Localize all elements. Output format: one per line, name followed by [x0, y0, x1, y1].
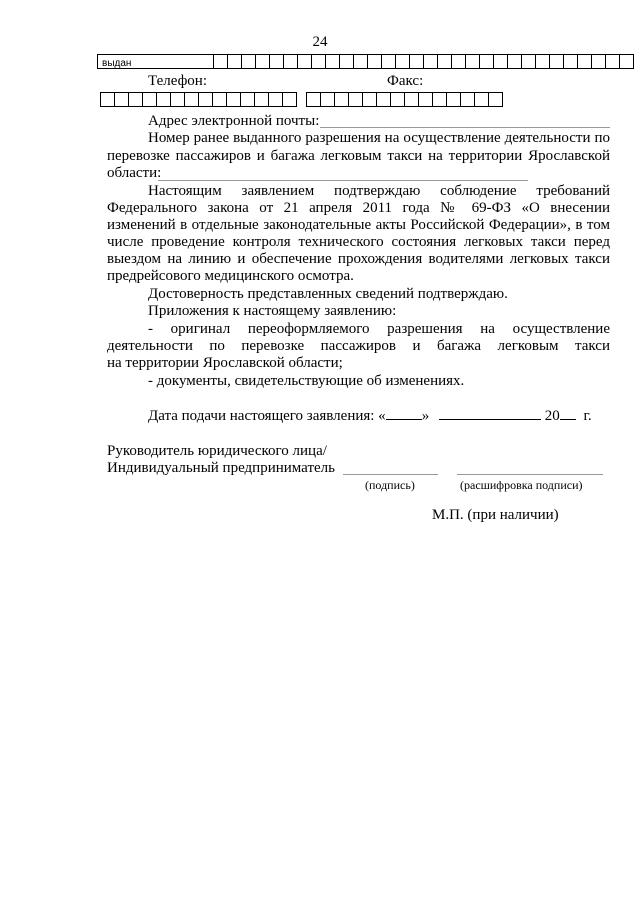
attachments-title: Приложения к настоящему заявлению: — [148, 303, 397, 319]
attachment2-line: - документы, свидетельствующие об изменениях. — [148, 373, 465, 389]
permit-para-line3: области: — [107, 165, 162, 181]
issued-cells[interactable] — [97, 54, 634, 69]
transcript-caption: (расшифровка подписи) — [460, 478, 583, 492]
attachment1-line1: - оригинал переоформляемого разрешения на осуществление — [148, 321, 610, 337]
submission-close-quote: » — [421, 408, 430, 424]
permit-number-input-line[interactable] — [158, 180, 528, 181]
page-number: 24 — [312, 34, 328, 50]
attachment1-line3: на территории Ярославской области; — [107, 355, 343, 371]
email-label: Адрес электронной почты: — [148, 113, 320, 129]
email-input-line[interactable] — [320, 127, 610, 128]
phone-cells[interactable] — [100, 92, 297, 107]
accuracy-line: Достоверность представленных сведений подтверждаю. — [148, 286, 508, 302]
permit-para-line1: Номер ранее выданного разрешения на осуществление деятельности по — [148, 130, 610, 146]
fax-cells[interactable] — [306, 92, 503, 107]
confirm-para-line3: изменений в отдельные законодательные акты Российской Федерации», в том — [107, 217, 610, 233]
submission-year-suffix: г. — [583, 408, 592, 424]
submission-date-row — [148, 408, 592, 424]
submission-year-input[interactable] — [560, 419, 576, 420]
confirm-para-line5: выездом на линию и обеспечение прохождения водителями легковых такси — [107, 251, 610, 267]
stamp-label: М.П. (при наличии) — [432, 507, 559, 523]
confirm-para-line1: Настоящим заявлением подтверждаю соблюдение требований — [148, 183, 610, 199]
permit-para-line2: перевозке пассажиров и багажа легковым такси на территории Ярославской — [107, 148, 610, 164]
attachment1-line2: деятельности по перевозке пассажиров и багажа легковым такси — [107, 338, 610, 354]
signature-input-line[interactable] — [343, 474, 438, 475]
transcript-input-line[interactable] — [457, 474, 603, 475]
submission-year-prefix: 20 — [544, 408, 560, 424]
submission-date-label: Дата подачи настоящего заявления: « — [148, 408, 386, 424]
signature-line2: Индивидуальный предприниматель — [107, 460, 335, 476]
submission-month-input[interactable] — [439, 419, 541, 420]
phone-label: Телефон: — [148, 73, 207, 89]
confirm-para-line4: числе проведение контроля технического состояния легковых такси перед — [107, 234, 610, 250]
fax-label: Факс: — [387, 73, 424, 89]
submission-day-input[interactable] — [386, 419, 422, 420]
issued-label: выдан — [102, 58, 132, 69]
signature-caption: (подпись) — [365, 478, 415, 492]
confirm-para-line6: предрейсового медицинского осмотра. — [107, 268, 354, 284]
confirm-para-line2: Федерального закона от 21 апреля 2011 года № 69-ФЗ «О внесении — [107, 200, 610, 216]
signature-line1: Руководитель юридического лица/ — [107, 443, 327, 459]
